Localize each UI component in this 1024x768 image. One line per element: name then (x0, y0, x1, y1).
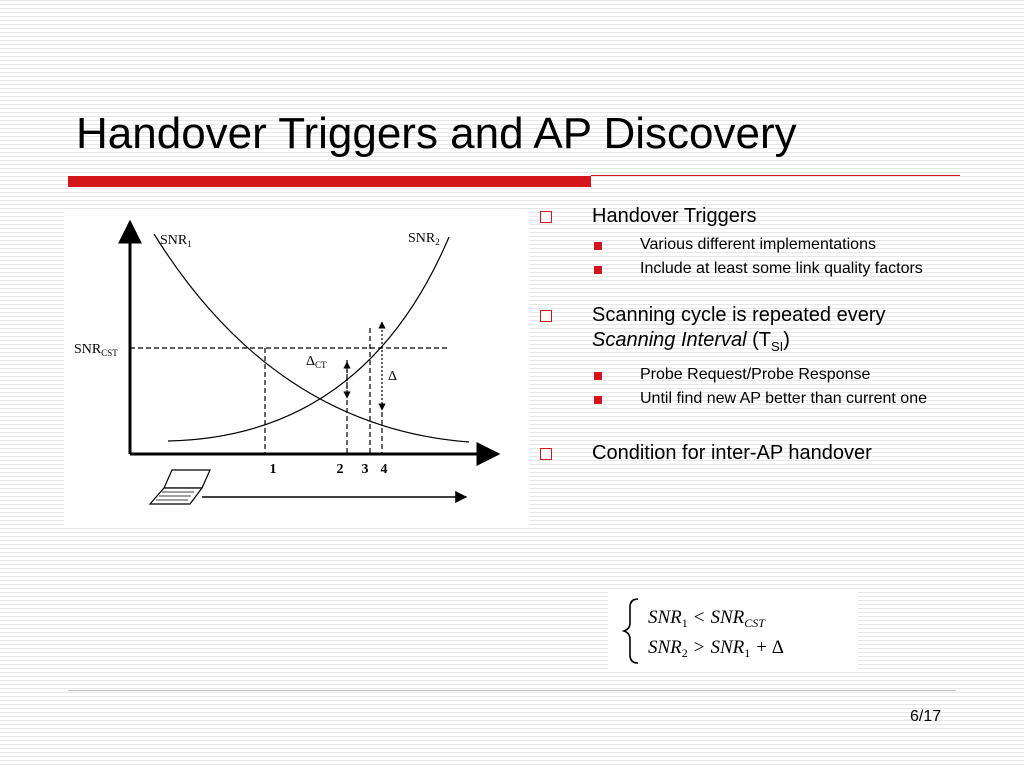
filled-square-bullet-icon (594, 396, 602, 404)
bullet-text: Condition for inter-AP handover (592, 442, 872, 464)
laptop-icon (150, 470, 210, 504)
sub-bullet-item: Include at least some link quality factors (591, 257, 970, 281)
snr1-label: $SNR_1$ (160, 233, 192, 249)
tick-label-2: 2 (336, 462, 344, 477)
filled-square-bullet-icon (594, 242, 602, 250)
page-number: 6/17 (910, 708, 942, 725)
tick-label-3: 3 (361, 462, 369, 477)
bullet-text: Handover Triggers (592, 205, 757, 227)
filled-square-bullet-icon (594, 372, 602, 380)
sub-bullet-item: Until find new AP better than current one (591, 387, 970, 411)
footer-divider (68, 690, 956, 691)
bullet-list (540, 204, 970, 466)
formula-line-2: $SNR_2 > SNR_1 + \Delta$ (648, 637, 784, 660)
snr-cst-label: $SNR_{CST}$ (74, 342, 118, 358)
title-accent-line (591, 175, 960, 176)
sub-bullet-item: Probe Request/Probe Response (591, 363, 970, 387)
formula-svg (608, 591, 858, 671)
bullet-text: Scanning cycle is repeated every Scanning Interval $(T_{SI})$ (592, 304, 886, 354)
bullet-condition (540, 441, 970, 466)
handover-condition-formula (608, 591, 858, 671)
sub-bullet-item: Various different implementations (591, 233, 970, 257)
snr2-curve (168, 237, 449, 441)
snr2-label: $SNR_2$ (408, 231, 440, 247)
filled-square-bullet-icon (594, 266, 602, 274)
sub-bullet-list (592, 233, 970, 281)
bullet-handover-triggers (540, 204, 970, 281)
delta-ct-label: $\Delta_{CT}$ (306, 354, 327, 370)
snr1-curve (154, 234, 469, 442)
hollow-square-bullet-icon (540, 310, 552, 322)
left-brace (624, 599, 638, 663)
hollow-square-bullet-icon (540, 448, 552, 460)
snr-diagram (64, 212, 529, 527)
title-accent-bar (68, 176, 591, 187)
tick-label-1: 1 (269, 462, 277, 477)
delta-label: Δ (388, 369, 398, 384)
snr-diagram-svg (64, 212, 529, 527)
bullet-scanning-cycle (540, 303, 970, 411)
slide-title: Handover Triggers and AP Discovery (76, 109, 797, 158)
sub-bullet-list (592, 363, 970, 411)
formula-line-1: $SNR_1 < SNR_{CST}$ (648, 607, 765, 630)
hollow-square-bullet-icon (540, 211, 552, 223)
tick-label-4: 4 (380, 462, 388, 477)
